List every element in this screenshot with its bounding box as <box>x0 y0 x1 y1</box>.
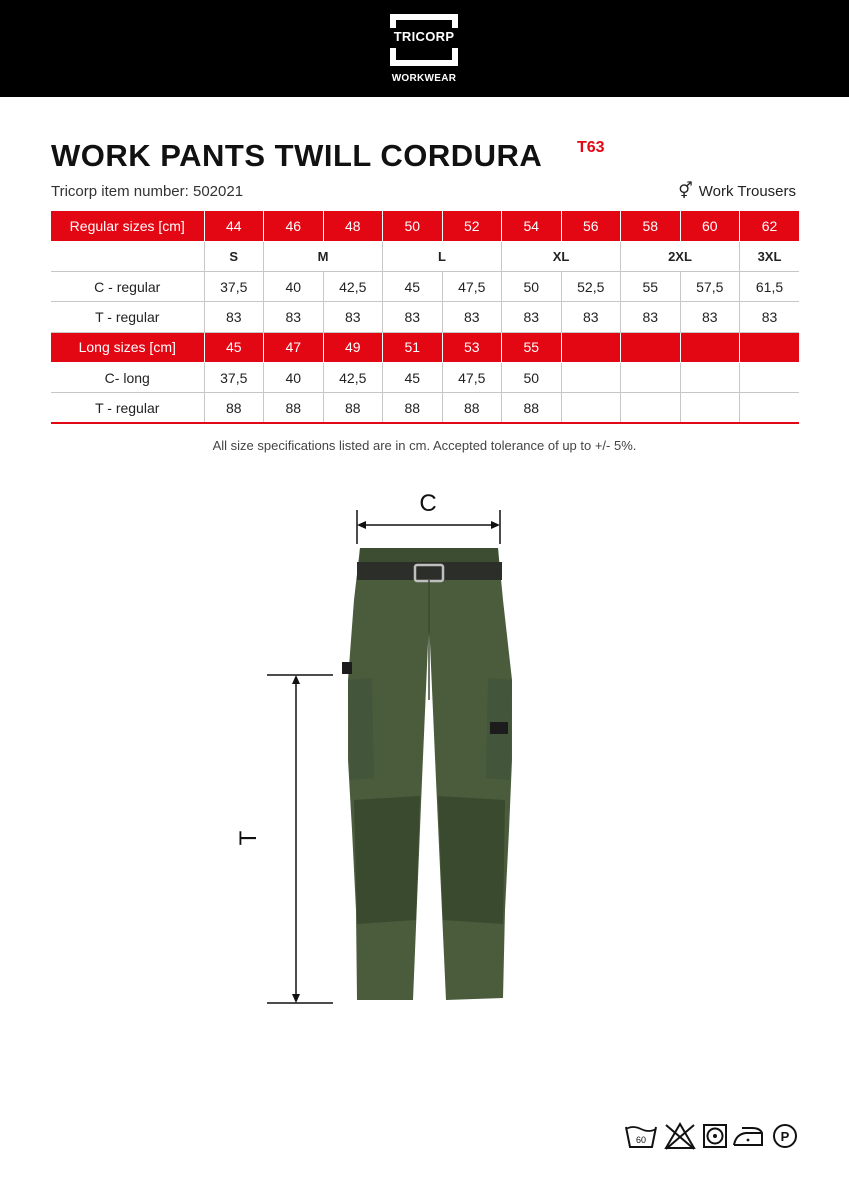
long-row-label: C- long <box>51 362 204 392</box>
table-cell: 42,5 <box>323 362 383 392</box>
regular-row-label: T - regular <box>51 302 204 332</box>
table-cell: 50 <box>383 211 443 241</box>
size-band: XL <box>502 241 621 271</box>
table-cell: 40 <box>264 272 324 302</box>
table-cell: 44 <box>204 211 264 241</box>
width-label-c: C <box>419 490 437 517</box>
table-cell: 83 <box>502 302 562 332</box>
table-cell: 52 <box>442 211 502 241</box>
trousers-image <box>342 548 512 1000</box>
product-code: T63 <box>577 139 605 156</box>
product-category <box>678 181 796 201</box>
table-cell <box>680 362 740 392</box>
table-cell <box>680 332 740 362</box>
width-measure <box>357 490 500 544</box>
table-cell: 57,5 <box>680 272 740 302</box>
table-cell: 45 <box>204 332 264 362</box>
table-cell <box>621 393 681 423</box>
long-row-label: T - regular <box>51 393 204 423</box>
table-cell <box>680 393 740 423</box>
table-cell: 42,5 <box>323 272 383 302</box>
table-cell: 37,5 <box>204 362 264 392</box>
table-cell <box>740 332 800 362</box>
wash-60-icon <box>626 1127 656 1147</box>
table-cell: 45 <box>383 362 443 392</box>
size-band: L <box>383 241 502 271</box>
table-cell: 83 <box>204 302 264 332</box>
table-cell <box>740 362 800 392</box>
gender-icon: ⚥ <box>678 183 693 200</box>
care-symbols <box>624 1121 800 1151</box>
regular-row <box>51 272 799 302</box>
svg-text:P: P <box>780 1129 790 1144</box>
logo-brand-text: TRICORP <box>393 29 455 44</box>
table-cell: 83 <box>740 302 800 332</box>
table-cell: 88 <box>264 393 324 423</box>
item-number: Tricorp item number: 502021 <box>51 183 244 200</box>
table-cell: 83 <box>680 302 740 332</box>
table-cell <box>621 362 681 392</box>
table-cell: 83 <box>264 302 324 332</box>
logo-sub-text: WORKWEAR <box>391 73 457 84</box>
table-cell <box>561 393 621 423</box>
table-cell: 83 <box>561 302 621 332</box>
iron-icon <box>734 1128 762 1145</box>
table-cell: 37,5 <box>204 272 264 302</box>
table-cell: 49 <box>323 332 383 362</box>
length-measure <box>235 675 333 1003</box>
table-cell: 83 <box>323 302 383 332</box>
table-cell: 88 <box>502 393 562 423</box>
regular-sizes-header <box>51 211 799 241</box>
size-band: 2XL <box>621 241 740 271</box>
size-band: 3XL <box>740 241 800 271</box>
length-label-t: T <box>235 830 262 846</box>
table-cell: 56 <box>561 211 621 241</box>
tolerance-note: All size specifications listed are in cm. Accepted tolerance of up to +/- 5%. <box>212 438 637 453</box>
table-cell: 48 <box>323 211 383 241</box>
trousers-diagram <box>0 470 849 1030</box>
table-cell: 60 <box>680 211 740 241</box>
table-cell <box>561 332 621 362</box>
long-row <box>51 362 799 392</box>
long-sizes-header-label: Long sizes [cm] <box>51 332 204 362</box>
table-cell: 55 <box>502 332 562 362</box>
table-cell: 52,5 <box>561 272 621 302</box>
long-sizes-header <box>51 332 799 362</box>
table-cell <box>621 332 681 362</box>
table-cell: 62 <box>740 211 800 241</box>
table-cell: 45 <box>383 272 443 302</box>
category-label: Work Trousers <box>698 183 796 200</box>
size-table <box>51 211 799 424</box>
regular-row-label: C - regular <box>51 272 204 302</box>
table-cell: 83 <box>383 302 443 332</box>
product-title: WORK PANTS TWILL CORDURA <box>51 138 543 173</box>
table-cell: 47 <box>264 332 324 362</box>
table-cell: 58 <box>621 211 681 241</box>
table-cell: 40 <box>264 362 324 392</box>
table-cell: 54 <box>502 211 562 241</box>
svg-text:60: 60 <box>635 1135 647 1145</box>
table-cell: 88 <box>323 393 383 423</box>
table-cell: 50 <box>502 362 562 392</box>
table-cell: 55 <box>621 272 681 302</box>
regular-sizes-header-label: Regular sizes [cm] <box>51 211 204 241</box>
table-cell: 83 <box>442 302 502 332</box>
table-cell: 47,5 <box>442 272 502 302</box>
no-bleach-icon <box>666 1124 694 1149</box>
size-band: M <box>264 241 383 271</box>
header-bar <box>0 0 849 97</box>
table-cell: 88 <box>383 393 443 423</box>
table-cell <box>561 362 621 392</box>
long-row <box>51 393 799 423</box>
table-cell: 88 <box>204 393 264 423</box>
table-cell: 61,5 <box>740 272 800 302</box>
size-band: S <box>204 241 264 271</box>
regular-row <box>51 302 799 332</box>
table-cell: 46 <box>264 211 324 241</box>
table-cell: 47,5 <box>442 362 502 392</box>
table-cell: 83 <box>621 302 681 332</box>
table-cell: 50 <box>502 272 562 302</box>
table-cell: 88 <box>442 393 502 423</box>
size-band-row <box>51 241 799 271</box>
table-cell <box>740 393 800 423</box>
table-cell: 53 <box>442 332 502 362</box>
tumble-dry-icon <box>704 1125 726 1147</box>
table-cell: 51 <box>383 332 443 362</box>
professional-clean-p-icon <box>774 1125 796 1147</box>
